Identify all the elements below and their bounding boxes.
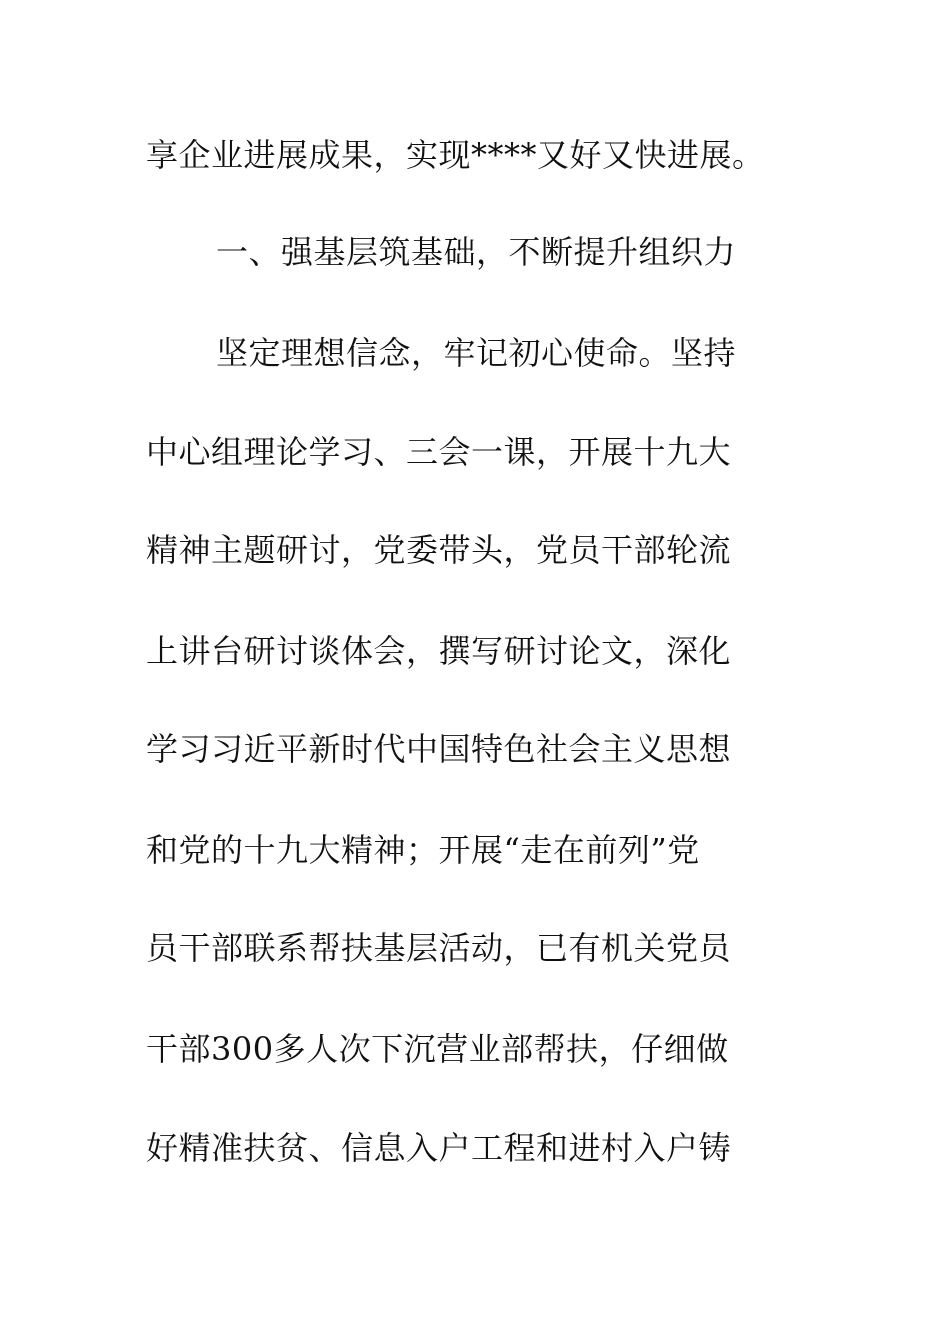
paragraph-line: 员干部联系帮扶基层活动，已有机关党员 [146,929,732,967]
paragraph-line: 上讲台研讨谈体会，撰写研讨论文，深化 [146,632,732,670]
paragraph-line: 干部300多人次下沉营业部帮扶，仔细做 [146,1030,729,1068]
paragraph-line: 精神主题研讨，党委带头，党员干部轮流 [146,531,732,569]
paragraph-line: 学习习近平新时代中国特色社会主义思想 [146,730,732,768]
paragraph-line: 坚定理想信念，牢记初心使命。坚持 [216,334,737,372]
section-heading: 一、强基层筑基础，不断提升组织力 [216,233,737,271]
paragraph-line: 享企业进展成果，实现****又好又快进展。 [146,136,765,174]
paragraph-line: 和党的十九大精神；开展“走在前列”党 [146,831,700,869]
paragraph-line: 好精准扶贫、信息入户工程和进村入户铸 [146,1129,732,1167]
paragraph-line: 中心组理论学习、三会一课，开展十九大 [146,433,732,471]
